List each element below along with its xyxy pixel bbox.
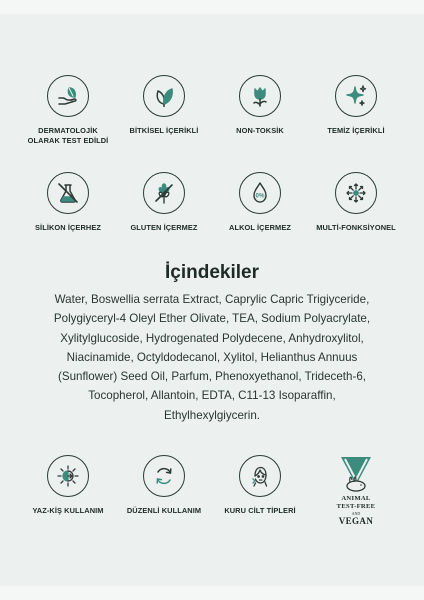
tulip-icon <box>239 75 281 117</box>
vegan-badge <box>310 455 402 526</box>
feature-label: MULTİ-FONKSİYONEL <box>316 223 396 232</box>
vegan-rabbit-icon <box>333 455 379 495</box>
feature-label: KURU CİLT TİPLERİ <box>224 506 296 515</box>
feature-herbal <box>118 75 210 145</box>
no-gluten-icon <box>143 172 185 214</box>
ingredients-text: Water, Boswellia serrata Extract, Caprylic Capric Trigiyceride, Polygiyceryl-4 Oleyl Ether Olivate, TEA, Sodium Polyacrylate, Xylitylglucoside, Hydrogenated Polydecene, Anhydroxylitol, Niacinamide, Octyldodecanol, Xylitol, Helianthus Annuus (Sunflower) Seed Oil, Parfum, Phenoxyethanol, Trideceth-6, Tocopherol, Allantoin, EDTA, C11-13 Isoparaffin, Ethylhexylgiycerin. <box>53 293 371 422</box>
sparkle-icon <box>335 75 377 117</box>
feature-row-2 <box>22 172 402 233</box>
feature-multifunction <box>310 172 402 233</box>
feature-row-1 <box>22 75 402 145</box>
vegan-line-4: VEGAN <box>338 516 374 526</box>
feature-label: BİTKİSEL İÇERİKLİ <box>129 126 199 135</box>
vegan-line-1: ANIMAL <box>341 495 371 502</box>
feature-label: ALKOL İÇERMEZ <box>229 223 291 232</box>
feature-non-toxic <box>214 75 306 145</box>
cycle-icon <box>143 455 185 497</box>
feature-gluten-free <box>118 172 210 233</box>
leaves-icon <box>143 75 185 117</box>
vegan-line-2: TEST-FREE <box>336 503 376 510</box>
feature-label: GLUTEN İÇERMEZ <box>130 223 198 232</box>
alcohol-badge: 0% <box>255 192 265 200</box>
feature-label: NON-TOKSİK <box>236 126 284 135</box>
bottom-band <box>0 586 424 600</box>
feature-label: DERMATOLOJİK OLARAK TEST EDİLDİ <box>27 126 109 145</box>
feature-label: SİLİKON İÇERHEZ <box>35 223 101 232</box>
feature-alcohol-free <box>214 172 306 233</box>
feature-year-round <box>22 455 114 526</box>
feature-label: TEMİZ İÇERİKLİ <box>327 126 385 135</box>
feature-label: DÜZENLİ KULLANIM <box>126 506 202 515</box>
vegan-line-3: AND <box>351 511 361 516</box>
feature-clean <box>310 75 402 145</box>
feature-silicone-free <box>22 172 114 233</box>
no-silicone-icon <box>47 172 89 214</box>
feature-label: YAZ-KİŞ KULLANIM <box>32 506 104 515</box>
feature-regular-use <box>118 455 210 526</box>
feature-row-3 <box>22 455 402 526</box>
ingredients-title: İçindekiler <box>165 262 259 283</box>
top-band <box>0 0 424 14</box>
feature-dermatological <box>22 75 114 145</box>
face-icon <box>239 455 281 497</box>
alcohol-free-icon <box>239 172 281 214</box>
sun-snow-icon <box>47 455 89 497</box>
leaf-hand-icon <box>47 75 89 117</box>
feature-dry-skin <box>214 455 306 526</box>
vegan-badge-text <box>337 495 376 526</box>
multi-function-icon <box>335 172 377 214</box>
